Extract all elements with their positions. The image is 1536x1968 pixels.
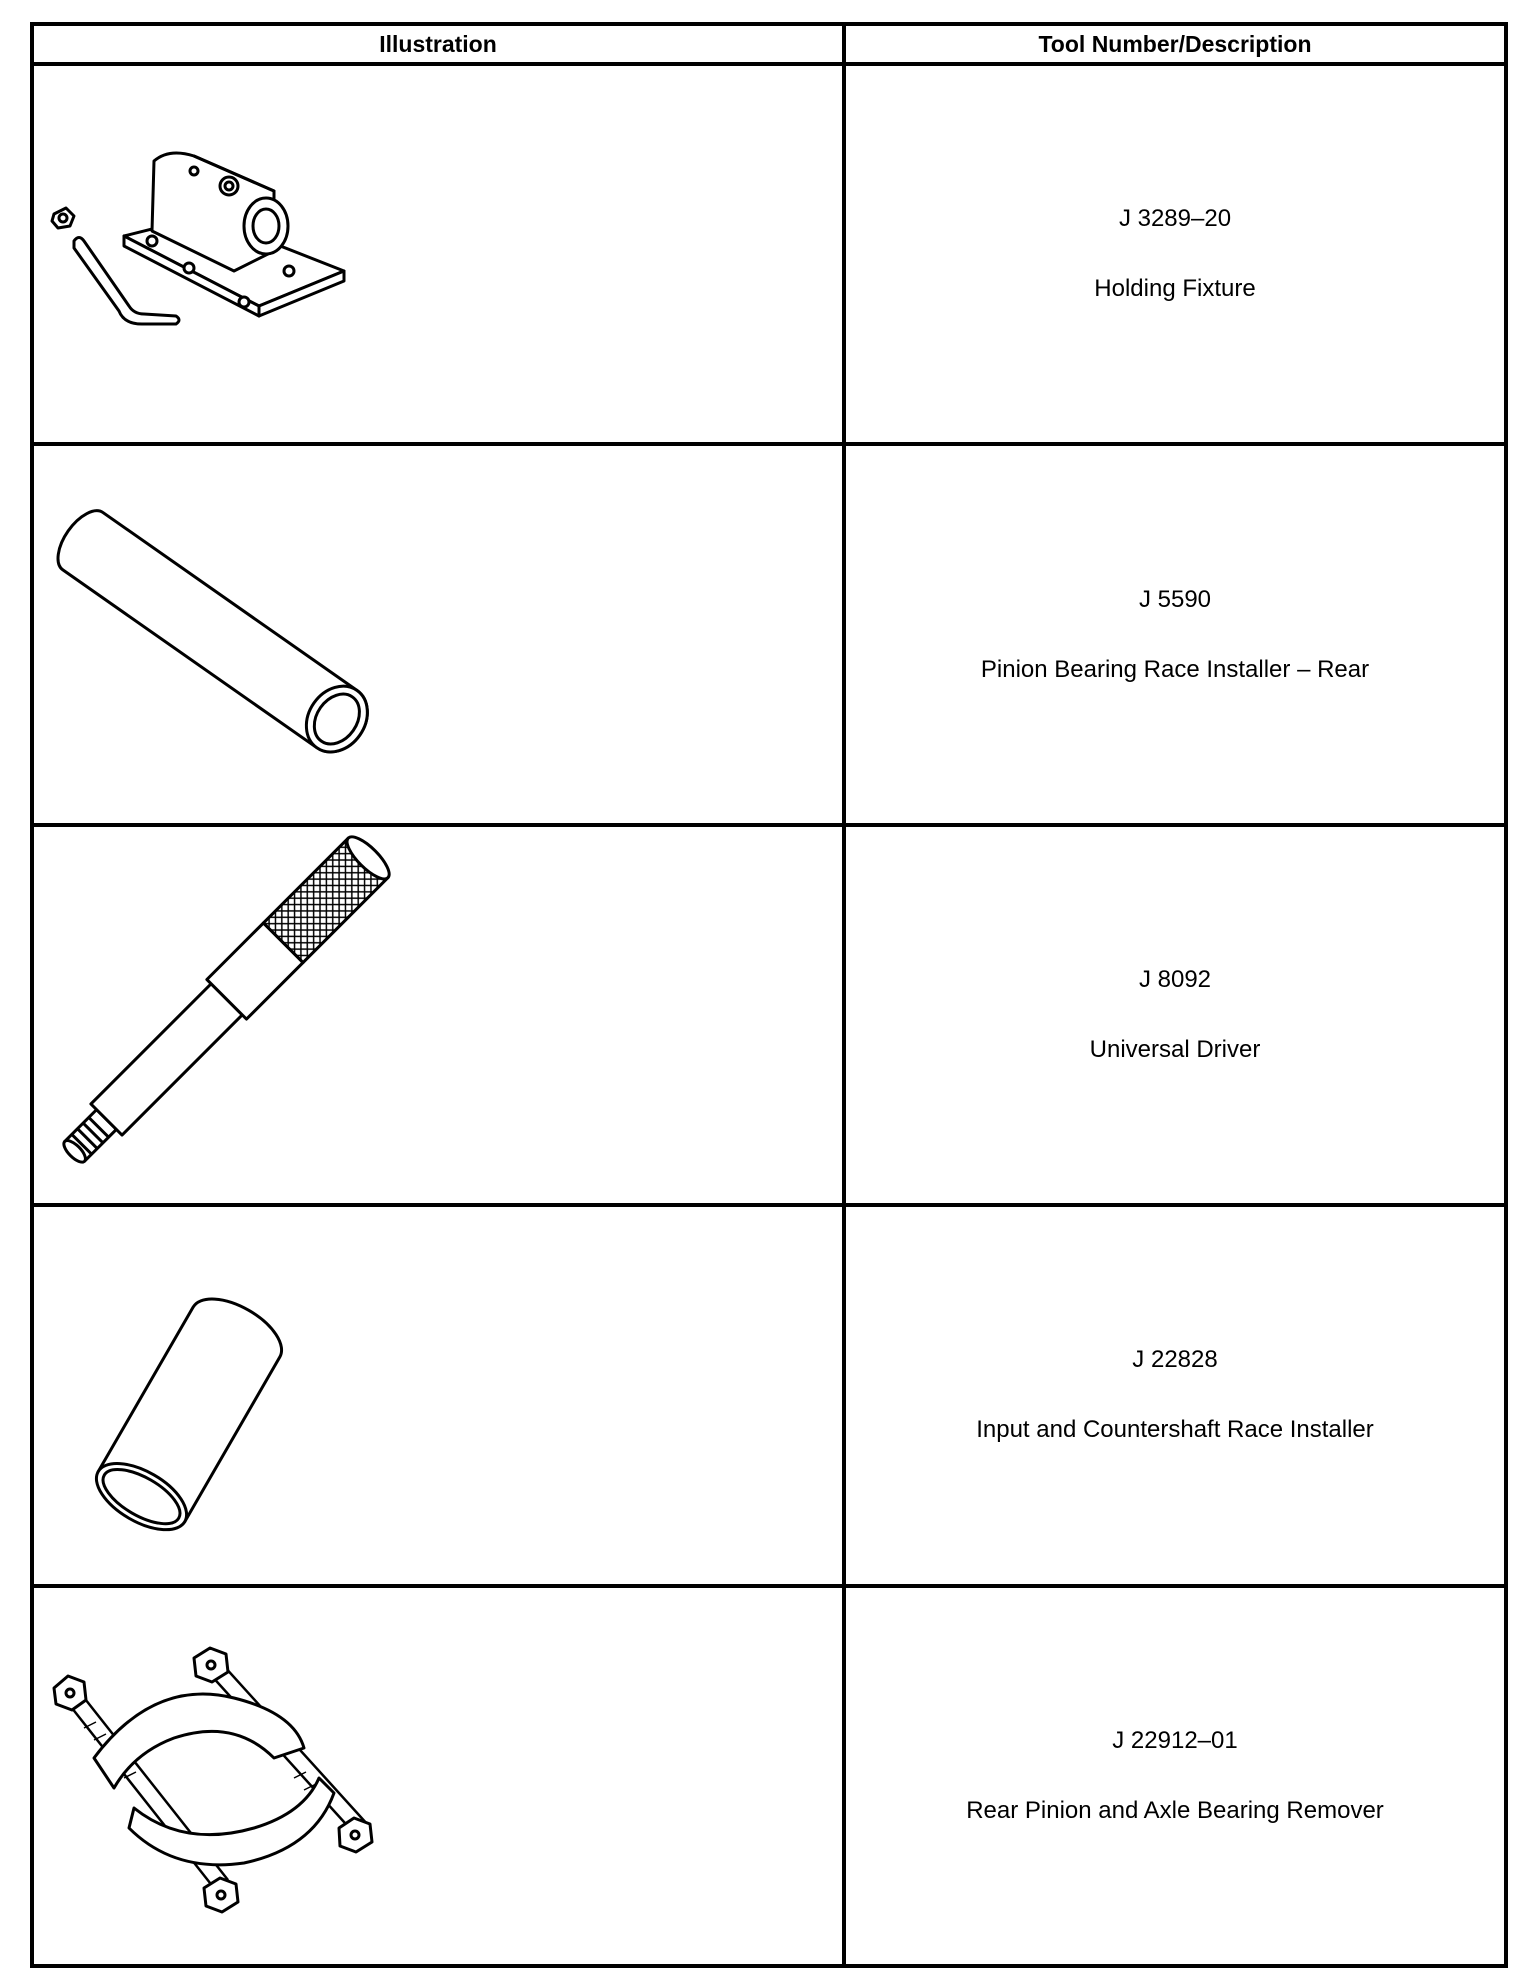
tool-number: J 5590: [1138, 585, 1212, 613]
table-row: [32, 825, 1506, 1205]
holding-fixture-icon: [34, 66, 434, 440]
tool-table: [30, 22, 1508, 1968]
illustration-cell: [32, 64, 844, 444]
description-header: Tool Number/Description: [844, 24, 1506, 64]
short-tube-installer-icon: [34, 1207, 434, 1581]
table-row: [32, 1586, 1506, 1966]
tool-number: J 3289–20: [1118, 205, 1232, 233]
table-row: [32, 1205, 1506, 1585]
description-cell: [844, 1205, 1506, 1585]
illustration-cell: [32, 1205, 844, 1585]
tool-number: J 8092: [1138, 965, 1212, 993]
tool-number: J 22828: [1132, 1346, 1218, 1374]
description-cell: [844, 1586, 1506, 1966]
table-row: [32, 444, 1506, 824]
description-cell: [844, 64, 1506, 444]
tool-description: Universal Driver: [1089, 1035, 1261, 1063]
table-row: [32, 64, 1506, 444]
bearing-separator-icon: [34, 1588, 434, 1962]
tool-number: J 22912–01: [1112, 1726, 1238, 1754]
illustration-cell: [32, 825, 844, 1205]
illustration-cell: [32, 444, 844, 824]
universal-driver-icon: [34, 827, 434, 1201]
table-header-row: [32, 24, 1506, 64]
tool-description: Rear Pinion and Axle Bearing Remover: [966, 1796, 1384, 1824]
race-installer-tube-icon: [34, 446, 434, 820]
illustration-cell: [32, 1586, 844, 1966]
tool-description: Pinion Bearing Race Installer – Rear: [980, 655, 1370, 683]
description-cell: [844, 825, 1506, 1205]
tool-description: Input and Countershaft Race Installer: [976, 1416, 1374, 1444]
illustration-header: Illustration: [32, 24, 844, 64]
tool-description: Holding Fixture: [1094, 275, 1256, 303]
description-cell: [844, 444, 1506, 824]
